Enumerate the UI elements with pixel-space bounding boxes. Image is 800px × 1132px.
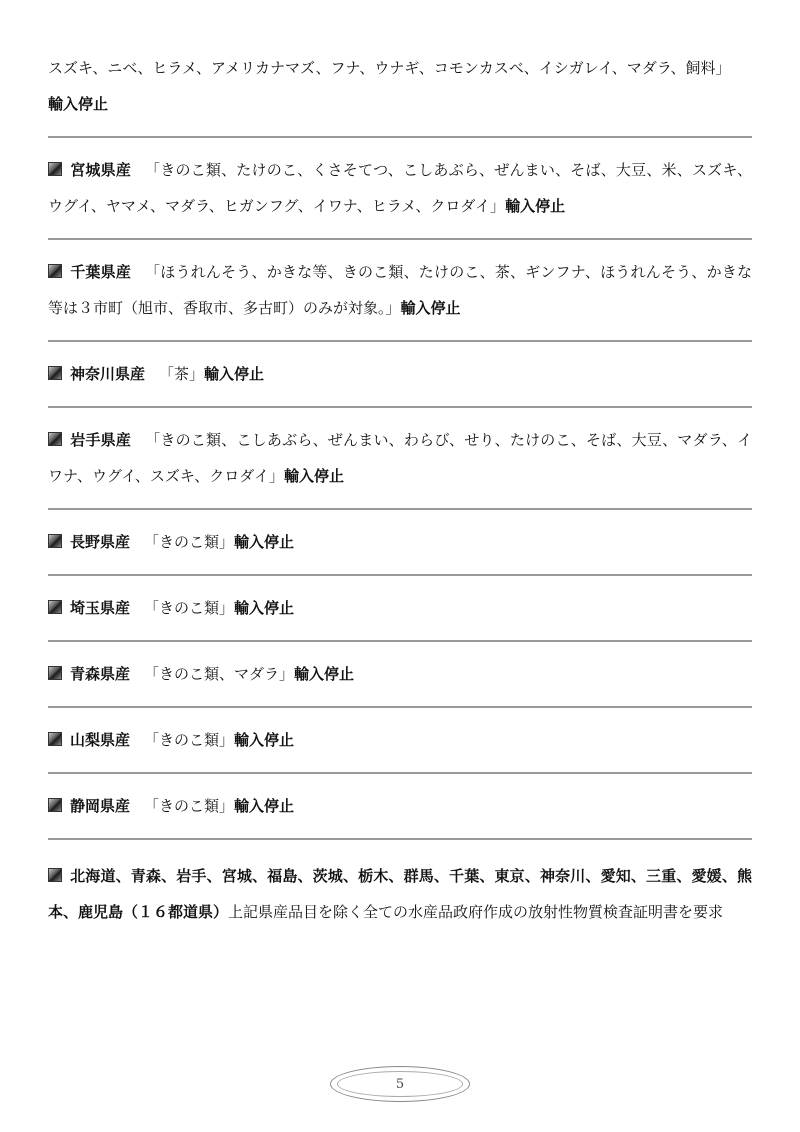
continuation-status: 輸入停止 — [48, 95, 109, 113]
entry-shizuoka — [48, 774, 752, 838]
product-list: 「茶」 — [159, 365, 205, 383]
entry-saitama — [48, 576, 752, 640]
product-list: 「きのこ類」 — [144, 731, 235, 749]
product-list: 「ほうれんそう、かきな等、きのこ類、たけのこ、茶、ギンフナ、ほうれんそう、かきな等は３市町（旭市、香取市、多古町）のみが対象。」 — [48, 263, 752, 317]
square-bullet-icon — [48, 366, 62, 380]
continuation-paragraph — [48, 50, 752, 122]
square-bullet-icon — [48, 162, 62, 176]
prefecture-name: 埼玉県産 — [70, 599, 131, 617]
document-body — [48, 50, 752, 930]
page-number-badge — [330, 1066, 470, 1102]
product-list: 「きのこ類」 — [144, 599, 235, 617]
import-status: 輸入停止 — [283, 467, 344, 485]
region-list: 北海道、青森、岩手、宮城、福島、茨城、栃木、群馬、千葉、東京、神奈川、愛知、三重、愛媛、熊本、鹿児島（１６都道県） — [48, 867, 752, 921]
prefecture-name: 神奈川県産 — [70, 365, 146, 383]
entry-miyagi — [48, 138, 752, 238]
prefecture-name: 千葉県産 — [70, 263, 132, 281]
entry-nagano — [48, 510, 752, 574]
import-status: 輸入停止 — [294, 665, 355, 683]
entry-chiba — [48, 240, 752, 340]
import-status: 輸入停止 — [234, 797, 295, 815]
prefecture-name: 長野県産 — [70, 533, 131, 551]
prefecture-name: 岩手県産 — [70, 431, 132, 449]
page-number: 5 — [395, 1076, 405, 1092]
square-bullet-icon — [48, 732, 62, 746]
product-list: 「きのこ類、マダラ」 — [144, 665, 295, 683]
square-bullet-icon — [48, 432, 62, 446]
square-bullet-icon — [48, 868, 62, 882]
square-bullet-icon — [48, 534, 62, 548]
import-status: 輸入停止 — [204, 365, 265, 383]
square-bullet-icon — [48, 600, 62, 614]
prefecture-name: 静岡県産 — [70, 797, 131, 815]
page-footer — [0, 1066, 800, 1102]
entry-aomori — [48, 642, 752, 706]
square-bullet-icon — [48, 666, 62, 680]
import-status: 輸入停止 — [234, 533, 295, 551]
prefecture-name: 青森県産 — [70, 665, 131, 683]
square-bullet-icon — [48, 264, 62, 278]
prefecture-name: 宮城県産 — [70, 161, 132, 179]
import-status: 輸入停止 — [505, 197, 566, 215]
continuation-text: スズキ、ニベ、ヒラメ、アメリカナマズ、フナ、ウナギ、コモンカスベ、イシガレイ、マダラ、飼料」 — [48, 59, 731, 77]
prefecture-name: 山梨県産 — [70, 731, 131, 749]
product-list: 「きのこ類」 — [144, 533, 235, 551]
product-list: 「きのこ類」 — [144, 797, 235, 815]
product-list: 「きのこ類、こしあぶら、ぜんまい、わらび、せり、たけのこ、そば、大豆、マダラ、イワナ、ウグイ、スズキ、クロダイ」 — [48, 431, 752, 485]
entry-yamanashi — [48, 708, 752, 772]
square-bullet-icon — [48, 798, 62, 812]
entry-kanagawa — [48, 342, 752, 406]
entry-iwate — [48, 408, 752, 508]
import-status: 輸入停止 — [400, 299, 461, 317]
product-list: 「きのこ類、たけのこ、くさそてつ、こしあぶら、ぜんまい、そば、大豆、米、スズキ、ウグイ、ヤマメ、マダラ、ヒガンフグ、イワナ、ヒラメ、クロダイ」 — [48, 161, 752, 215]
import-status: 輸入停止 — [234, 599, 295, 617]
entry-all-regions — [48, 840, 752, 930]
import-status: 輸入停止 — [234, 731, 295, 749]
requirement-text: 上記県産品目を除く全ての水産品政府作成の放射性物質検査証明書を要求 — [228, 903, 724, 921]
